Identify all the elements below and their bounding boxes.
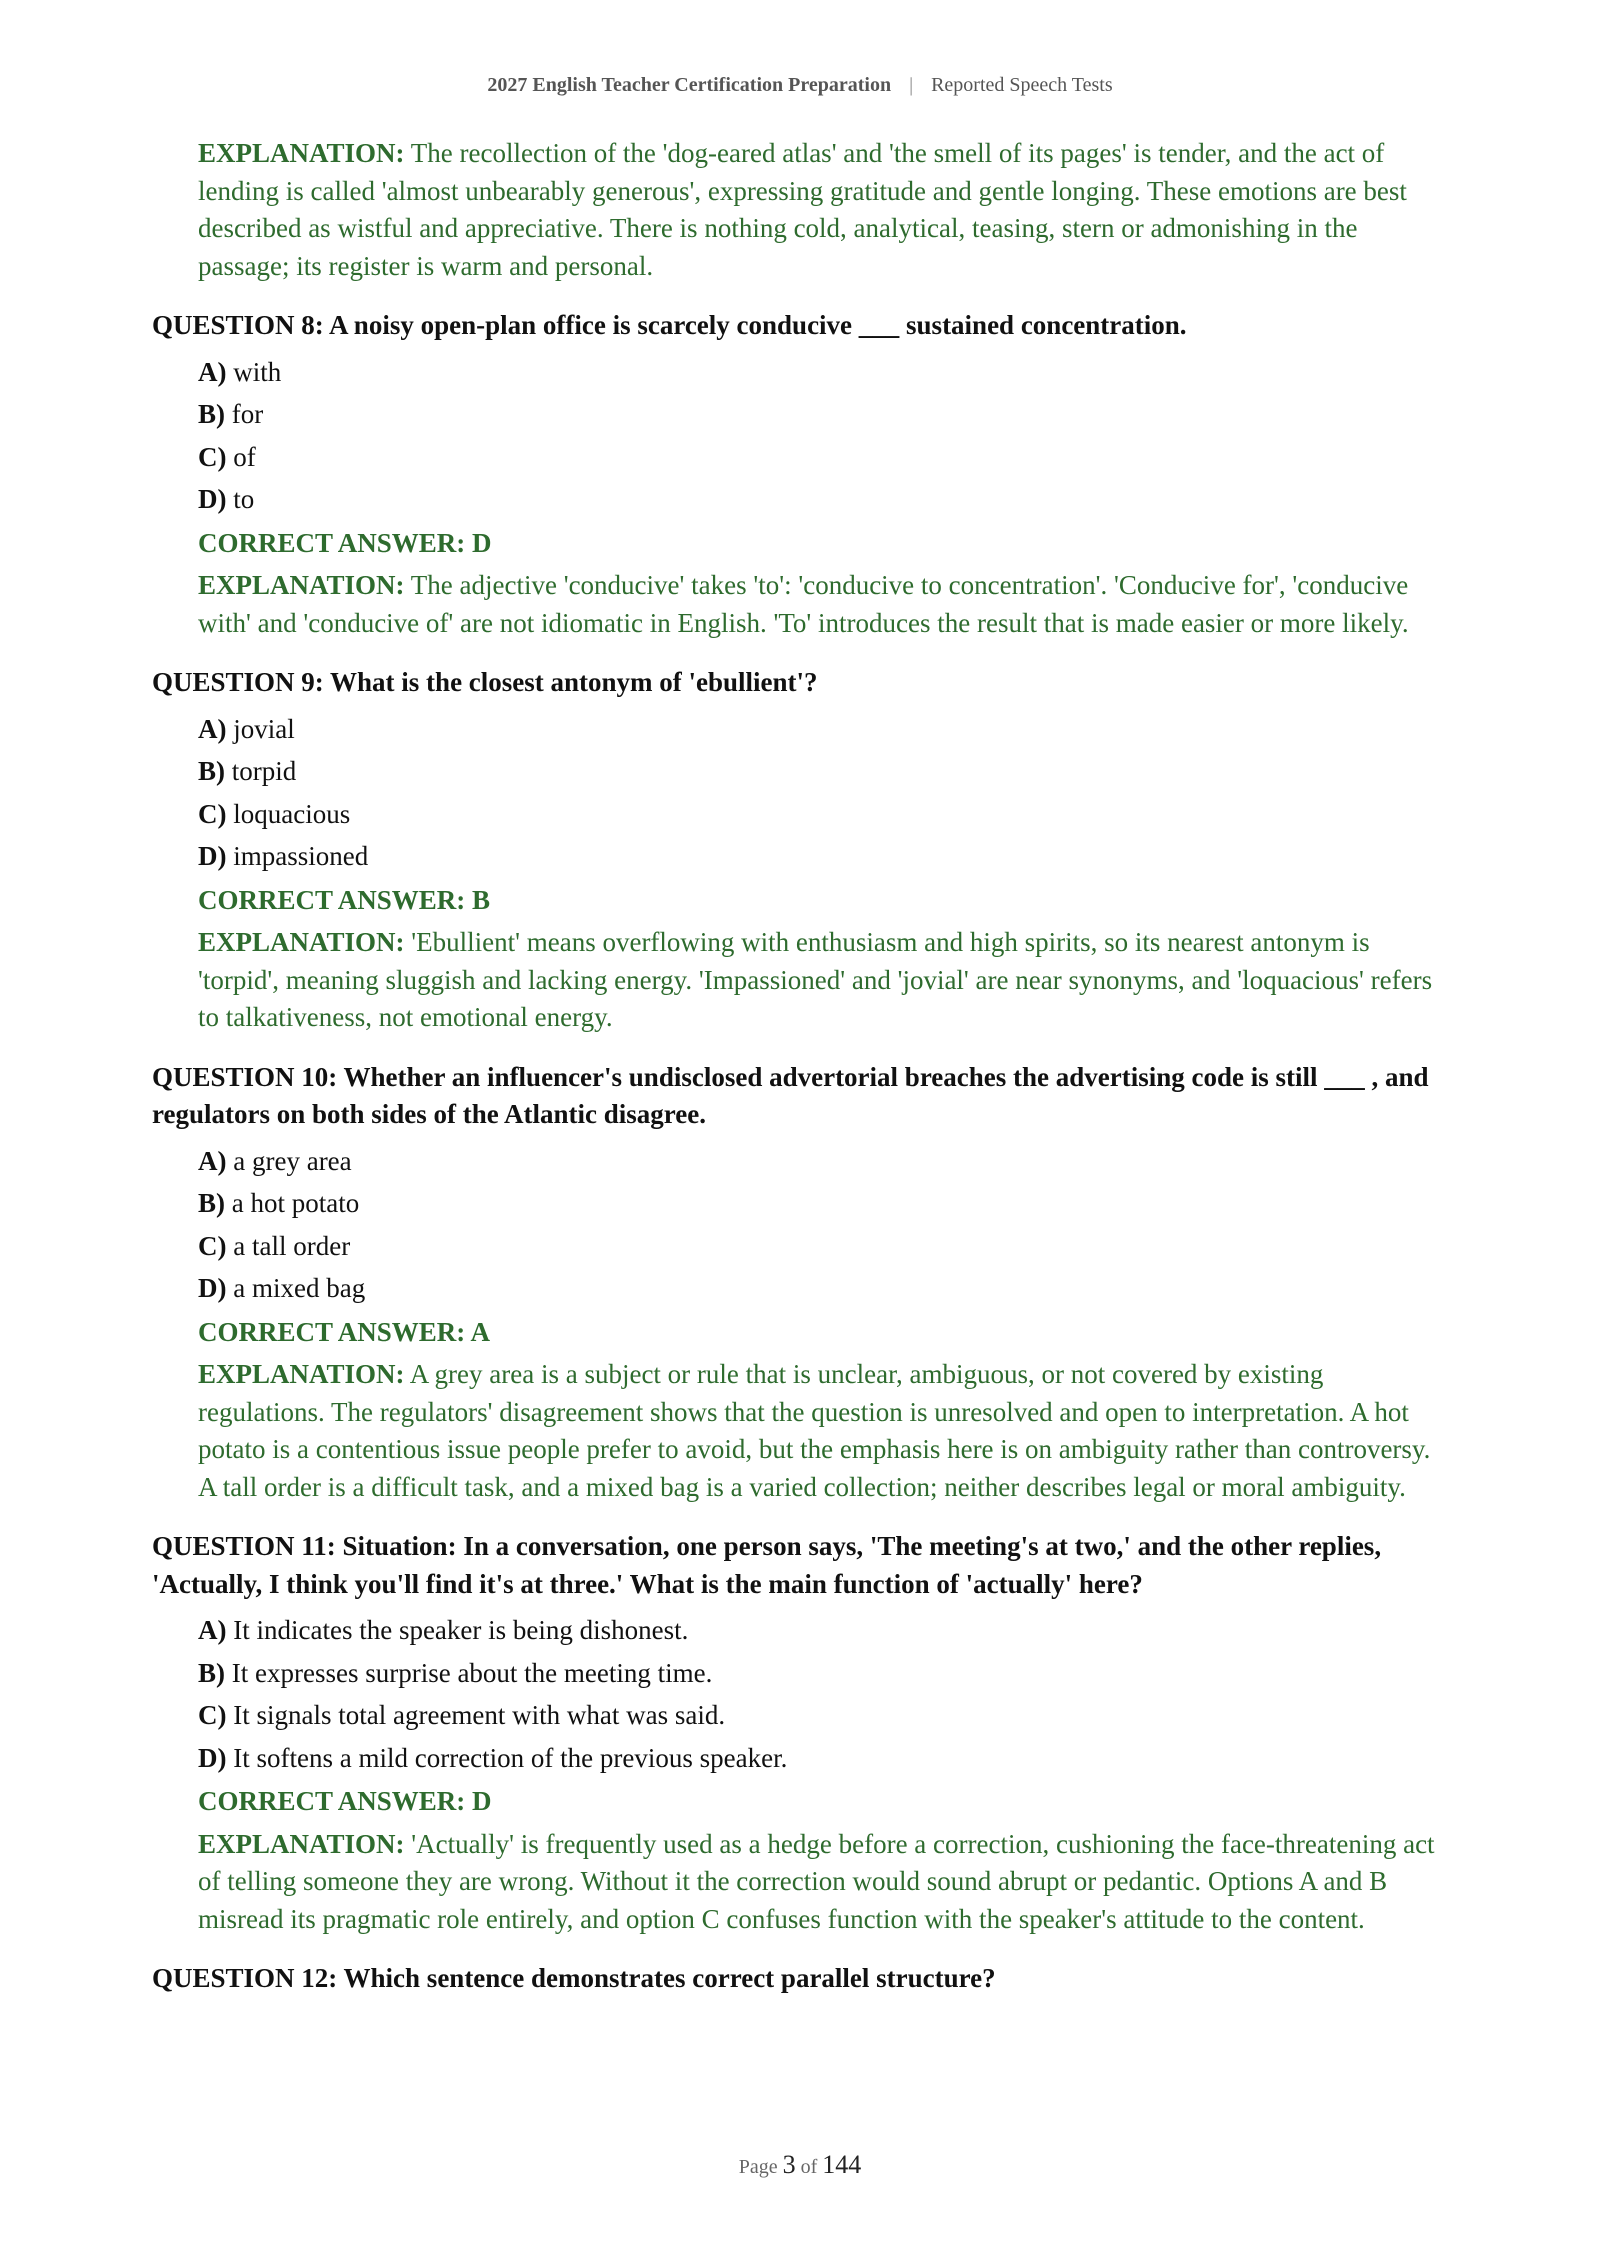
correct-answer: CORRECT ANSWER: D — [198, 1786, 492, 1816]
option-letter: C) — [198, 1700, 227, 1730]
correct-answer: CORRECT ANSWER: B — [198, 884, 491, 915]
explanation-label: EXPLANATION: — [198, 138, 405, 168]
option-letter: B) — [198, 756, 225, 786]
option-text: for — [231, 399, 264, 429]
explanation-block — [198, 135, 1442, 285]
option-text: to — [233, 484, 255, 514]
page-content — [152, 135, 1442, 1998]
question-text: QUESTION 12: Which sentence demonstrates correct parallel structure? — [152, 1963, 996, 1993]
explanation-text: A grey area is a subject or rule that is unclear, ambiguous, or not covered by existing regulations. The regulators' disagreement shows that the question is unresolved and open to interpretation. A hot potato is a contentious issue people prefer to avoid, but the emphasis here is on ambiguity rather than controversy. A tall order is a difficult task, and a mixed bag is a varied collection; neither describes legal or moral ambiguity. — [198, 1359, 1431, 1502]
explanation-block — [198, 924, 1442, 1037]
header-subtitle: Reported Speech Tests — [931, 74, 1113, 96]
question-text: QUESTION 9: What is the closest antonym of 'ebullient'? — [152, 667, 818, 697]
option-item — [198, 835, 1442, 878]
option-text: It expresses surprise about the meeting time. — [231, 1657, 713, 1688]
option-letter: C) — [198, 441, 227, 472]
option-text: It indicates the speaker is being dishonest. — [233, 1615, 689, 1645]
options-list — [198, 708, 1442, 878]
option-text: torpid — [231, 756, 297, 786]
option-letter: D) — [198, 1742, 227, 1773]
options-list — [198, 1140, 1442, 1310]
option-text: of — [233, 441, 256, 472]
header-title: 2027 English Teacher Certification Preparation — [487, 74, 892, 96]
option-letter: C) — [198, 1230, 227, 1261]
option-letter: D) — [198, 1273, 227, 1303]
explanation-label: EXPLANATION: — [198, 1359, 405, 1389]
option-item — [198, 1694, 1442, 1737]
option-text: a tall order — [233, 1230, 351, 1261]
option-text: a mixed bag — [233, 1273, 366, 1303]
option-letter: D) — [198, 841, 227, 871]
question-block — [152, 1960, 1442, 1998]
options-list — [198, 1609, 1442, 1779]
question-block — [152, 1059, 1442, 1507]
option-text: It softens a mild correction of the previous speaker. — [233, 1742, 788, 1773]
correct-answer: CORRECT ANSWER: A — [198, 1316, 491, 1347]
explanation-text: The recollection of the 'dog-eared atlas' and 'the smell of its pages' is tender, and the act of lending is called 'almost unbearably generous', expressing gratitude and gentle longing. These emotions are best described as wistful and appreciative. There is nothing cold, analytical, teasing, stern or admonishing in the passage; its register is warm and personal. — [198, 138, 1407, 281]
option-letter: A) — [198, 1145, 227, 1176]
page-footer — [0, 2150, 1600, 2180]
option-item — [198, 708, 1442, 751]
option-item — [198, 1182, 1442, 1225]
option-item — [198, 1267, 1442, 1310]
page-word: Page — [738, 2156, 778, 2178]
of-word: of — [800, 2156, 818, 2178]
explanation-block — [198, 1356, 1442, 1506]
explanation-block — [198, 567, 1442, 642]
explanation-text: The adjective 'conducive' takes 'to': 'conducive to concentration'. 'Conducive for', 'conducive with' and 'conducive of' are not idiomatic in English. 'To' introduces the result that is made easier or more likely. — [198, 570, 1409, 638]
question-block — [152, 1528, 1442, 1938]
explanation-label: EXPLANATION: — [198, 927, 405, 957]
option-letter: A) — [198, 356, 227, 387]
explanation-text: 'Ebullient' means overflowing with enthusiasm and high spirits, so its nearest antonym is 'torpid', meaning sluggish and lacking energy. 'Impassioned' and 'jovial' are near synonyms, and 'loquacious' refers to talkativeness, not emotional energy. — [198, 927, 1433, 1032]
option-item — [198, 1737, 1442, 1780]
option-letter: A) — [198, 1615, 227, 1645]
explanation-label: EXPLANATION: — [198, 1828, 405, 1859]
header-separator: | — [909, 74, 914, 96]
option-letter: D) — [198, 484, 227, 514]
explanation-text: 'Actually' is frequently used as a hedge before a correction, cushioning the face-threatening act of telling someone they are wrong. Without it the correction would sound abrupt or pedantic. Options A and B misread its pragmatic role entirely, and option C confuses function with the speaker's attitude to the content. — [198, 1828, 1435, 1934]
option-letter: B) — [198, 399, 225, 429]
question-text: QUESTION 11: Situation: In a conversation, one person says, 'The meeting's at two,' and the other replies, 'Actually, I think you'll find it's at three.' What is the main function of 'actually' here? — [152, 1531, 1382, 1599]
option-letter: B) — [198, 1188, 225, 1218]
option-item — [198, 793, 1442, 836]
page-number: 3 — [782, 2150, 796, 2179]
explanation-block — [198, 1826, 1442, 1939]
option-letter: C) — [198, 798, 227, 829]
option-item — [198, 1652, 1442, 1695]
correct-answer: CORRECT ANSWER: D — [198, 527, 492, 558]
option-item — [198, 351, 1442, 394]
question-text: QUESTION 10: Whether an influencer's undisclosed advertorial breaches the advertising code is still ___ , and regulators on both sides of the Atlantic disagree. — [152, 1061, 1429, 1129]
explanation-label: EXPLANATION: — [198, 570, 405, 600]
option-text: loquacious — [233, 798, 351, 829]
option-item — [198, 1140, 1442, 1183]
question-text: QUESTION 8: A noisy open-plan office is scarcely conducive ___ sustained concentration. — [152, 310, 1187, 340]
option-letter: A) — [198, 713, 227, 744]
option-item — [198, 750, 1442, 793]
option-letter: B) — [198, 1657, 225, 1688]
option-item — [198, 1609, 1442, 1652]
option-item — [198, 1225, 1442, 1268]
option-text: a hot potato — [231, 1188, 360, 1218]
question-block — [152, 664, 1442, 1037]
running-header — [0, 74, 1600, 97]
options-list — [198, 351, 1442, 521]
option-item — [198, 393, 1442, 436]
option-text: It signals total agreement with what was said. — [233, 1700, 726, 1730]
total-pages: 144 — [822, 2150, 862, 2179]
question-block — [152, 307, 1442, 642]
option-text: impassioned — [233, 841, 369, 871]
option-text: a grey area — [233, 1145, 352, 1176]
option-item — [198, 478, 1442, 521]
option-text: with — [233, 356, 282, 387]
option-item — [198, 436, 1442, 479]
option-text: jovial — [233, 713, 295, 744]
